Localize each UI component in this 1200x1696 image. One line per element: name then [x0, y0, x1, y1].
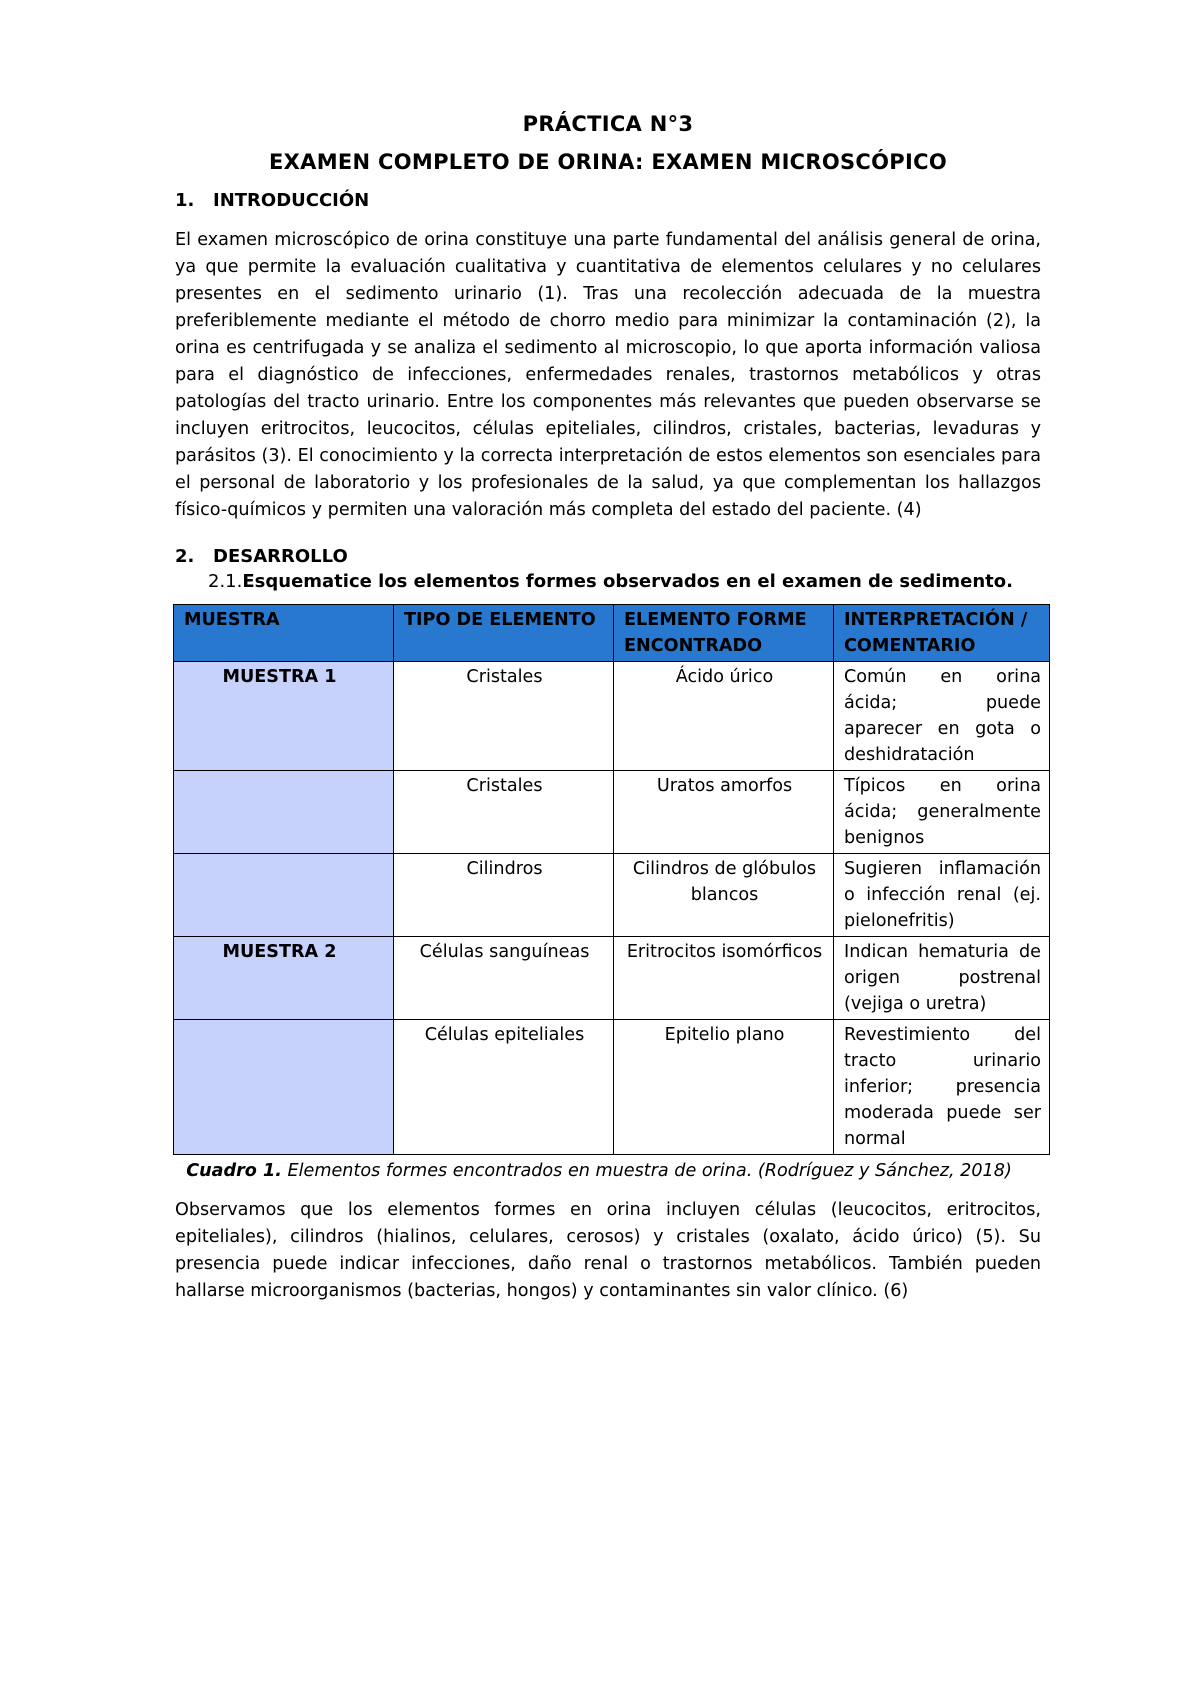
caption-text: Elementos formes encontrados en muestra de orina. (Rodríguez y Sánchez, 2018) — [287, 1161, 1012, 1181]
table-header-cell: INTERPRETACIÓN / COMENTARIO — [834, 605, 1050, 662]
interpretation-cell: Sugieren inflamación o infección renal (ej. pielonefritis) — [834, 854, 1050, 937]
caption-label: Cuadro 1. — [186, 1161, 282, 1181]
sample-cell: MUESTRA 1 — [174, 662, 394, 771]
table-header-row — [174, 605, 1050, 662]
table-row — [174, 854, 1050, 937]
element-type-cell: Cristales — [394, 771, 614, 854]
table-row — [174, 662, 1050, 771]
sample-cell — [174, 771, 394, 854]
interpretation-cell: Indican hematuria de origen postrenal (vejiga o uretra) — [834, 937, 1050, 1020]
table-row — [174, 937, 1050, 1020]
section-title: DESARROLLO — [213, 546, 348, 567]
intro-paragraph: El examen microscópico de orina constituye una parte fundamental del análisis general de orina, ya que permite la evaluación cualitativa y cuantitativa de elementos celulares y no celulares presentes en el sedimento urinario (1). Tras una recolección adecuada de la muestra preferiblemente mediante el método de chorro medio para minimizar la contaminación (2), la orina es centrifugada y se analiza el sedimento al microscopio, lo que aporta información valiosa para el diagnóstico de infecciones, enfermedades renales, trastornos metabólicos y otras patologías del tracto urinario. Entre los componentes más relevantes que pueden observarse se incluyen eritrocitos, leucocitos, células epiteliales, cilindros, cristales, bacterias, levaduras y parásitos (3). El conocimiento y la correcta interpretación de estos elementos son esenciales para el personal de laboratorio y los profesionales de la salud, ya que complementan los hallazgos físico-químicos y permiten una valoración más completa del estado del paciente. (4) — [175, 230, 1041, 520]
table-header-cell: TIPO DE ELEMENTO — [394, 605, 614, 662]
element-found-cell: Epitelio plano — [614, 1020, 834, 1155]
element-found-cell: Uratos amorfos — [614, 771, 834, 854]
closing-paragraph: Observamos que los elementos formes en orina incluyen células (leucocitos, eritrocitos, epiteliales), cilindros (hialinos, celulares, cerosos) y cristales (oxalato, ácido úrico) (5). Su presencia puede indicar infecciones, daño renal o trastornos metabólicos. También pueden hallarse microorganismos (bacterias, hongos) y contaminantes sin valor clínico. (6) — [175, 1200, 1041, 1301]
sample-cell — [174, 854, 394, 937]
element-found-cell: Ácido úrico — [614, 662, 834, 771]
section-heading-desarrollo — [175, 546, 1041, 567]
table-caption — [157, 1161, 1041, 1181]
section-heading-introduccion — [175, 190, 1041, 211]
section-number: 2. — [175, 546, 195, 567]
section-number: 1. — [175, 190, 195, 211]
element-found-cell: Eritrocitos isomórficos — [614, 937, 834, 1020]
sample-cell — [174, 1020, 394, 1155]
interpretation-cell: Común en orina ácida; puede aparecer en gota o deshidratación — [834, 662, 1050, 771]
practice-title: PRÁCTICA N°3 — [522, 112, 694, 136]
subsection-heading — [208, 571, 1041, 592]
table-row — [174, 771, 1050, 854]
table-header-cell: MUESTRA — [174, 605, 394, 662]
section-title: INTRODUCCIÓN — [213, 190, 370, 211]
subsection-title: Esquematice los elementos formes observados en el examen de sedimento. — [242, 571, 1013, 592]
sample-cell: MUESTRA 2 — [174, 937, 394, 1020]
table-header-cell: ELEMENTO FORME ENCONTRADO — [614, 605, 834, 662]
exam-title: EXAMEN COMPLETO DE ORINA: EXAMEN MICROSCÓPICO — [269, 150, 947, 174]
interpretation-cell: Revestimiento del tracto urinario inferior; presencia moderada puede ser normal — [834, 1020, 1050, 1155]
elements-table — [173, 604, 1050, 1155]
element-type-cell: Cristales — [394, 662, 614, 771]
subsection-number: 2.1. — [208, 571, 243, 592]
element-type-cell: Cilindros — [394, 854, 614, 937]
interpretation-cell: Típicos en orina ácida; generalmente benignos — [834, 771, 1050, 854]
element-found-cell: Cilindros de glóbulos blancos — [614, 854, 834, 937]
element-type-cell: Células epiteliales — [394, 1020, 614, 1155]
document-content — [175, 108, 1041, 1305]
element-type-cell: Células sanguíneas — [394, 937, 614, 1020]
table-row — [174, 1020, 1050, 1155]
